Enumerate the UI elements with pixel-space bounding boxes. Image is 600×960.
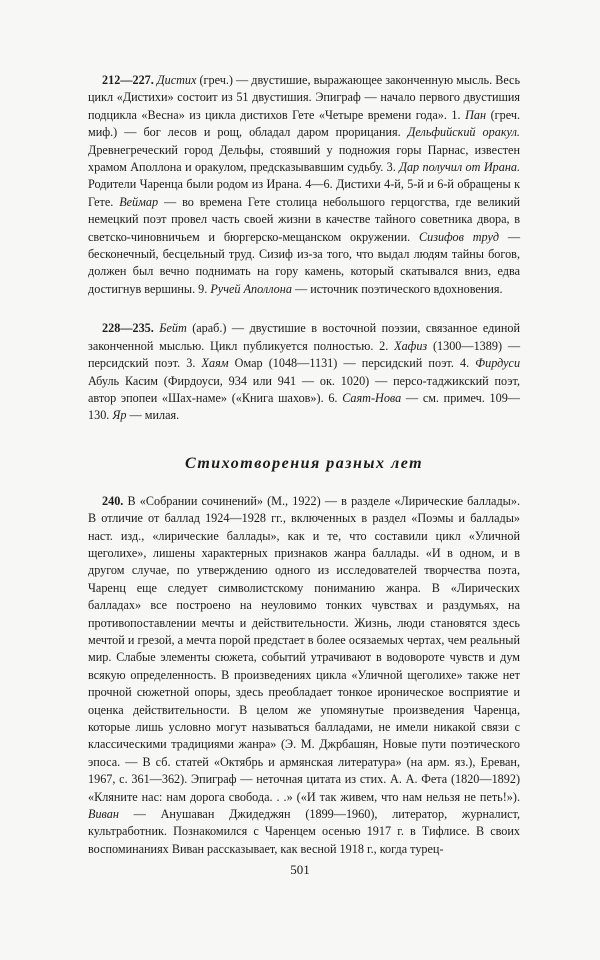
note-text: (1300—1389) — персидский поэт. 3. [88,338,521,371]
note-text: Древнегреческий город Дельфы, стоявший у подножия горы Парнас, известен храмом Аполлона и оракулом, предсказывавшим судьбу. 3. [88,142,520,175]
term-firdousi: Фирдуси [475,356,521,371]
term-hafiz: Хафиз [394,338,428,353]
term-yar: Яр [112,408,127,423]
note-text: (греч.) — двустишие, выражающее законченную мысль. Весь цикл «Дистихи» состоит из 51 двустишия. Эпиграф — начало первого двустишия подцикла «Весна» из цикла дистихов Гете «Четыре времени года». 1. [88,73,521,122]
note-text: — бесконечный, бесцельный труд. Сизиф из-за того, что выдал людям тайны богов, должен был вечно поднимать на гору камень, который скатывался вниз, едва достигнув вершины. 9. [88,229,520,296]
term-pan: Пан [465,107,487,122]
note-number: 228—235. [102,321,154,336]
note-228-235 [88,320,520,424]
note-text: — милая. [129,408,180,423]
term-beit: Бейт [159,321,187,336]
note-text: — источник поэтического вдохновения. [294,281,503,296]
term-vivan: Виван [88,807,119,822]
note-text: — во времена Гете столица небольшого герцогства, где великий немецкий поэт провел часть своей жизни в качестве тайного советника двора, в светско-чиновничьем и бюргерско-мещанском окружении. [88,194,521,244]
page-number: 501 [290,862,310,877]
note-text: Омар (1048—1131) — персидский поэт. 4. [234,356,470,371]
note-text: Родители Чаренца были родом из Ирана. 4—6. Дистихи 4-й, 5-й и 6-й обращены к Гете. [88,177,520,209]
note-240 [88,493,520,859]
note-text: (араб.) — двустишие в восточной поэзии, связанное единой законченной мыслью. Цикл публикуется полностью. 2. [88,321,521,353]
note-text: Абуль Касим (Фирдоуси, 934 или 941 — ок. 1020) — персо-таджикский поэт, автор эпопеи «Шах-наме» («Книга шахов»). 6. [88,373,520,405]
note-number: 212—227. [102,73,154,87]
term-khayyam: Хаям [201,356,229,371]
note-text: (греч. миф.) — бог лесов и рощ, обладал даром прорицания. [88,107,520,140]
term-distich: Дистих [156,73,197,87]
note-text: — см. примеч. 109—130. [88,390,520,423]
note-number: 240. [102,493,124,508]
term-delphic-oracle: Дельфийский оракул. [407,125,520,140]
page-body [88,72,520,858]
section-heading: Стихотворения разных лет [184,454,424,472]
note-212-227 [88,72,520,298]
term-sisyphus: Сизифов труд [418,229,499,244]
term-gift-from-iran: Дар получил от Ирана. [399,160,520,175]
note-text: — Анушаван Джидеджян (1899—1960), литератор, журналист, культработник. Познакомился с Чаренцем осенью 1917 г. в Тифлисе. В своих воспоминаниях Виван рассказывает, как весной 1918 г., когда турец- [88,807,520,856]
note-text: В «Собрании сочинений» (М., 1922) — в разделе «Лирические баллады». В отличие от баллад 1924—1928 гг., включенных в раздел «Поэмы и баллады» наст. изд., «лирические баллады», как и те, что составили цикл «Уличной щеголихе», лишены характерных признаков жанра баллады. «И в одном, и в другом случае, по утверждению одного из исследователей творчества поэта, Чаренц еще следует символистскому пониманию жанра. В «Лирических балладах» все построено на неуловимо тонких чувствах и раздумьях, на противопоставлении мечты и действительности. Жизнь, люди становятся здесь мечтой и грезой, а мечта порой предстает в более осязаемых чертах, чем реальный мир. Слабые элементы сюжета, событий утрачивают в водовороте чувств и дум всякую определенность. В произведениях цикла «Уличной щеголихе» также нет прочной сюжетной опоры, здесь преобладает тонкое ироническое восприятие и оценка действительности. В целом же упомянутые произведения Чаренца, которые лишь условно могут называться балладами, не имели никакой связи с классическими традициями жанра» (Э. М. Джрбашян, Новые пути поэтического эпоса. — В сб. статей «Октябрь и армянская литература» (на арм. яз.), Ереван, 1967, с. 361—362). Эпиграф — неточная цитата из стих. А. А. Фета (1820—1892) «Кляните нас: нам дорога свобода. . .» («И так живем, что нам нельзя не петь!»). [88,493,520,804]
term-sayat-nova: Саят-Нова [342,390,402,405]
term-weimar: Веймар [119,194,159,209]
term-apollo-stream: Ручей Аполлона [210,281,292,296]
